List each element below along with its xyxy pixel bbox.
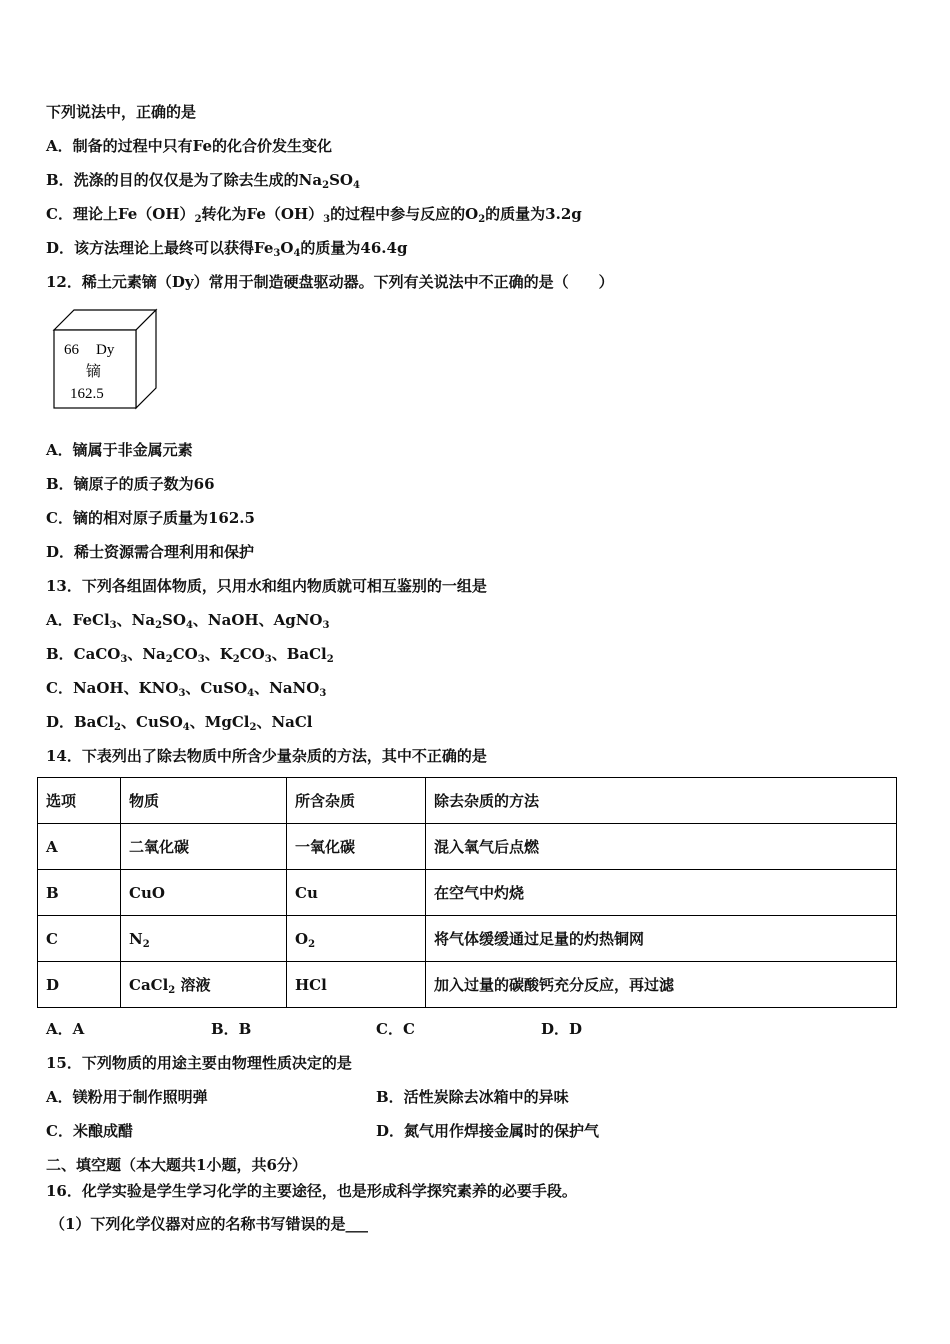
- table-row: [38, 824, 897, 870]
- table-cell: CaCl$_2$ 溶液: [121, 962, 287, 1008]
- q15-stem: 15．下列物质的用途主要由物理性质决定的是: [46, 1054, 352, 1072]
- q11-option-d: D．该方法理论上最终可以获得$Fe_3O_4$的质量为46.4g: [46, 239, 408, 259]
- element-tile-dy: [50, 306, 162, 412]
- table-cell: 混入氧气后点燃: [426, 824, 897, 870]
- q15-option-d: D．氮气用作焊接金属时的保护气: [376, 1122, 600, 1140]
- element-mass: 162.5: [70, 386, 104, 402]
- q16-part1: （1）下列化学仪器对应的名称书写错误的是___: [50, 1215, 368, 1233]
- q13-option-d: D．BaCl$_2$、CuSO$_4$、MgCl$_2$、NaCl: [46, 713, 313, 733]
- q11-option-b: B．洗涤的目的仅仅是为了除去生成的$Na_2SO_4$: [46, 171, 360, 191]
- table-cell: A: [38, 824, 121, 870]
- table-header-row: [38, 778, 897, 824]
- q16-stem: 16．化学实验是学生学习化学的主要途径，也是形成科学探究素养的必要手段。: [46, 1182, 577, 1200]
- q14-stem: 14．下表列出了除去物质中所含少量杂质的方法，其中不正确的是: [46, 747, 487, 765]
- table-header: 所含杂质: [287, 778, 426, 824]
- table-row: [38, 870, 897, 916]
- table-header: 物质: [121, 778, 287, 824]
- q13-option-c: C．NaOH、$KNO_3$、CuSO$_4$、NaNO$_3$: [46, 679, 327, 699]
- q12-option-d: D．稀士资源需合理利用和保护: [46, 543, 255, 561]
- q13-stem: 13．下列各组固体物质，只用水和组内物质就可相互鉴别的一组是: [46, 577, 487, 595]
- q14-choice-c: C．C: [376, 1020, 415, 1038]
- table-cell: 加入过量的碳酸钙充分反应，再过滤: [426, 962, 897, 1008]
- table-cell: B: [38, 870, 121, 916]
- q15-option-b: B．活性炭除去冰箱中的异味: [376, 1088, 569, 1106]
- table-cell: 一氧化碳: [287, 824, 426, 870]
- table-cell: 在空气中灼烧: [426, 870, 897, 916]
- q14-choice-a: A．A: [46, 1020, 85, 1038]
- table-header: 除去杂质的方法: [426, 778, 897, 824]
- table-row: [38, 962, 897, 1008]
- q11-stem: 下列说法中，正确的是: [46, 103, 197, 121]
- q15-option-a: A．镁粉用于制作照明弹: [46, 1088, 208, 1106]
- table-cell: CuO: [121, 870, 287, 916]
- table-cell: HCl: [287, 962, 426, 1008]
- q14-choice-b: B．B: [211, 1020, 252, 1038]
- element-number: 66: [64, 342, 79, 358]
- q12-stem: 12．稀土元素镝（Dy）常用于制造硬盘驱动器。下列有关说法中不正确的是（ ）: [46, 273, 614, 291]
- q14-choice-d: D．D: [541, 1020, 583, 1038]
- q13-option-a: A．FeCl$_3$、$Na_2SO_4$、NaOH、AgNO$_3$: [46, 611, 330, 631]
- section-title: 二、填空题（本大题共1小题，共6分）: [46, 1156, 307, 1174]
- table-cell: C: [38, 916, 121, 962]
- element-name: 镝: [86, 362, 102, 380]
- table-cell: $O_2$: [287, 916, 426, 962]
- table-row: [38, 916, 897, 962]
- table-cell: D: [38, 962, 121, 1008]
- q12-option-b: B．镝原子的质子数为66: [46, 475, 215, 493]
- q12-option-c: C．镝的相对原子质量为162.5: [46, 509, 255, 527]
- q14-table: [37, 777, 897, 1008]
- element-symbol: Dy: [96, 342, 115, 358]
- table-cell: Cu: [287, 870, 426, 916]
- q12-option-a: A．镝属于非金属元素: [46, 441, 193, 459]
- table-header: 选项: [38, 778, 121, 824]
- q11-option-c: C．理论上$Fe(OH)_2$转化为$Fe(OH)_3$的过程中参与反应的$O_2$的质量为3.2g: [46, 205, 582, 225]
- table-cell: 将气体缓缓通过足量的灼热铜网: [426, 916, 897, 962]
- table-cell: $N_2$: [121, 916, 287, 962]
- q11-option-a: A．制备的过程中只有Fe的化合价发生变化: [46, 137, 333, 155]
- table-cell: 二氧化碳: [121, 824, 287, 870]
- q15-option-c: C．米酿成醋: [46, 1122, 133, 1140]
- q13-option-b: B．CaCO$_3$、$Na_2CO_3$、$K_2CO_3$、BaCl$_2$: [46, 645, 334, 665]
